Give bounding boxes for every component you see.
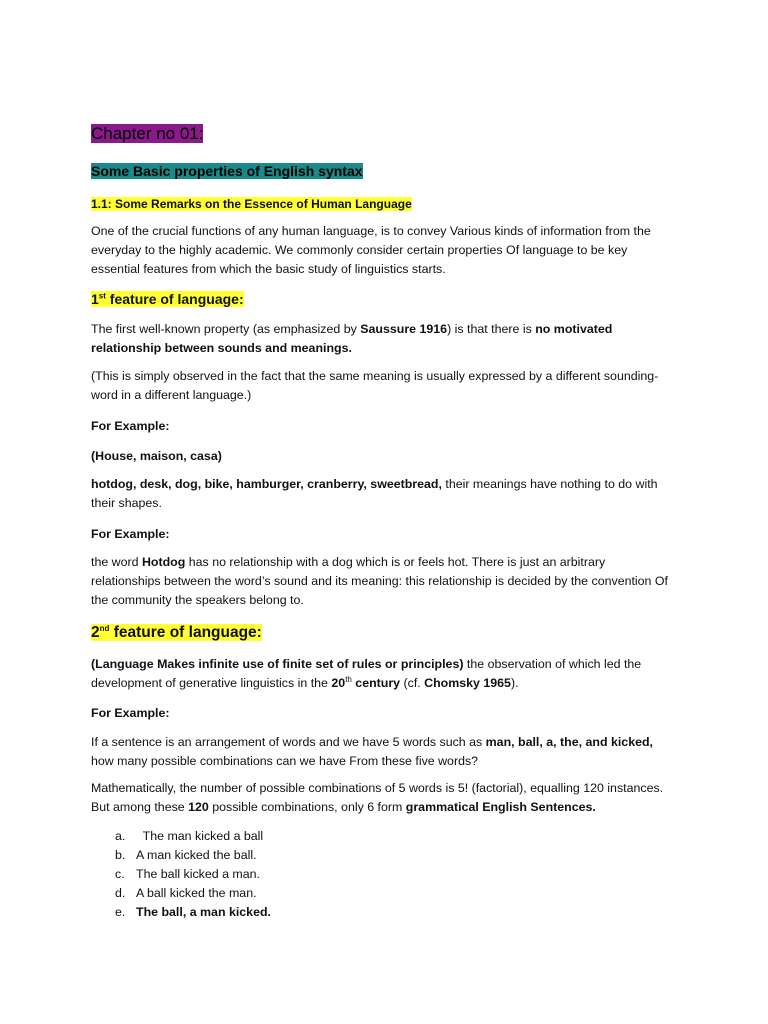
- example-label-2: For Example:: [91, 527, 170, 541]
- sentence-list: [91, 827, 671, 922]
- list-item: c. The ball kicked a man.: [115, 867, 260, 881]
- list-item: b. A man kicked the ball.: [115, 848, 257, 862]
- feature-1-paragraph-3: hotdog, desk, dog, bike, hamburger, cranberry, sweetbread, their meanings have nothing to do with their shapes.: [91, 477, 658, 511]
- example-label-1: For Example:: [91, 419, 170, 433]
- feature-1-paragraph-4: the word Hotdog has no relationship with a dog which is or feels hot. There is just an arbitrary relationships between the word’s sound and its meaning: this relationship is decided by the convention Of the community the speakers belong to.: [91, 555, 668, 608]
- example-label-3: For Example:: [91, 706, 170, 720]
- feature-1-heading: 1st feature of language:: [91, 291, 244, 307]
- feature-2-paragraph-2: If a sentence is an arrangement of words and we have 5 words such as man, ball, a, the, and kicked, how many possible combinations can we have From these five words?: [91, 735, 653, 769]
- subsection-title: 1.1: Some Remarks on the Essence of Human Language: [91, 197, 412, 211]
- list-item: e. The ball, a man kicked.: [115, 905, 271, 919]
- section-title: Some Basic properties of English syntax: [91, 163, 363, 179]
- feature-2-heading: 2nd feature of language:: [91, 623, 262, 641]
- intro-paragraph: One of the crucial functions of any human language, is to convey Various kinds of information from the everyday to the highly academic. We commonly consider certain properties Of language to be key essential features from which the basic study of linguistics starts.: [91, 224, 651, 277]
- feature-2-paragraph-3: Mathematically, the number of possible combinations of 5 words is 5! (factorial), equalling 120 instances. But among these 120 possible combinations, only 6 form grammatical English Sentences.: [91, 781, 664, 815]
- feature-1-paragraph-2: (This is simply observed in the fact that the same meaning is usually expressed by a different sounding-word in a different language.): [91, 369, 659, 403]
- list-item: a. The man kicked a ball: [115, 829, 264, 843]
- chapter-heading: Chapter no 01:: [91, 124, 204, 143]
- example-words: (House, maison, casa): [91, 449, 222, 463]
- list-item: d. A ball kicked the man.: [115, 886, 257, 900]
- feature-2-paragraph-1: (Language Makes infinite use of finite set of rules or principles) the observation of which led the development of generative linguistics in the 20th century (cf. Chomsky 1965).: [91, 657, 642, 691]
- feature-1-paragraph-1: The first well-known property (as emphasized by Saussure 1916) is that there is no motivated relationship between sounds and meanings.: [91, 322, 613, 356]
